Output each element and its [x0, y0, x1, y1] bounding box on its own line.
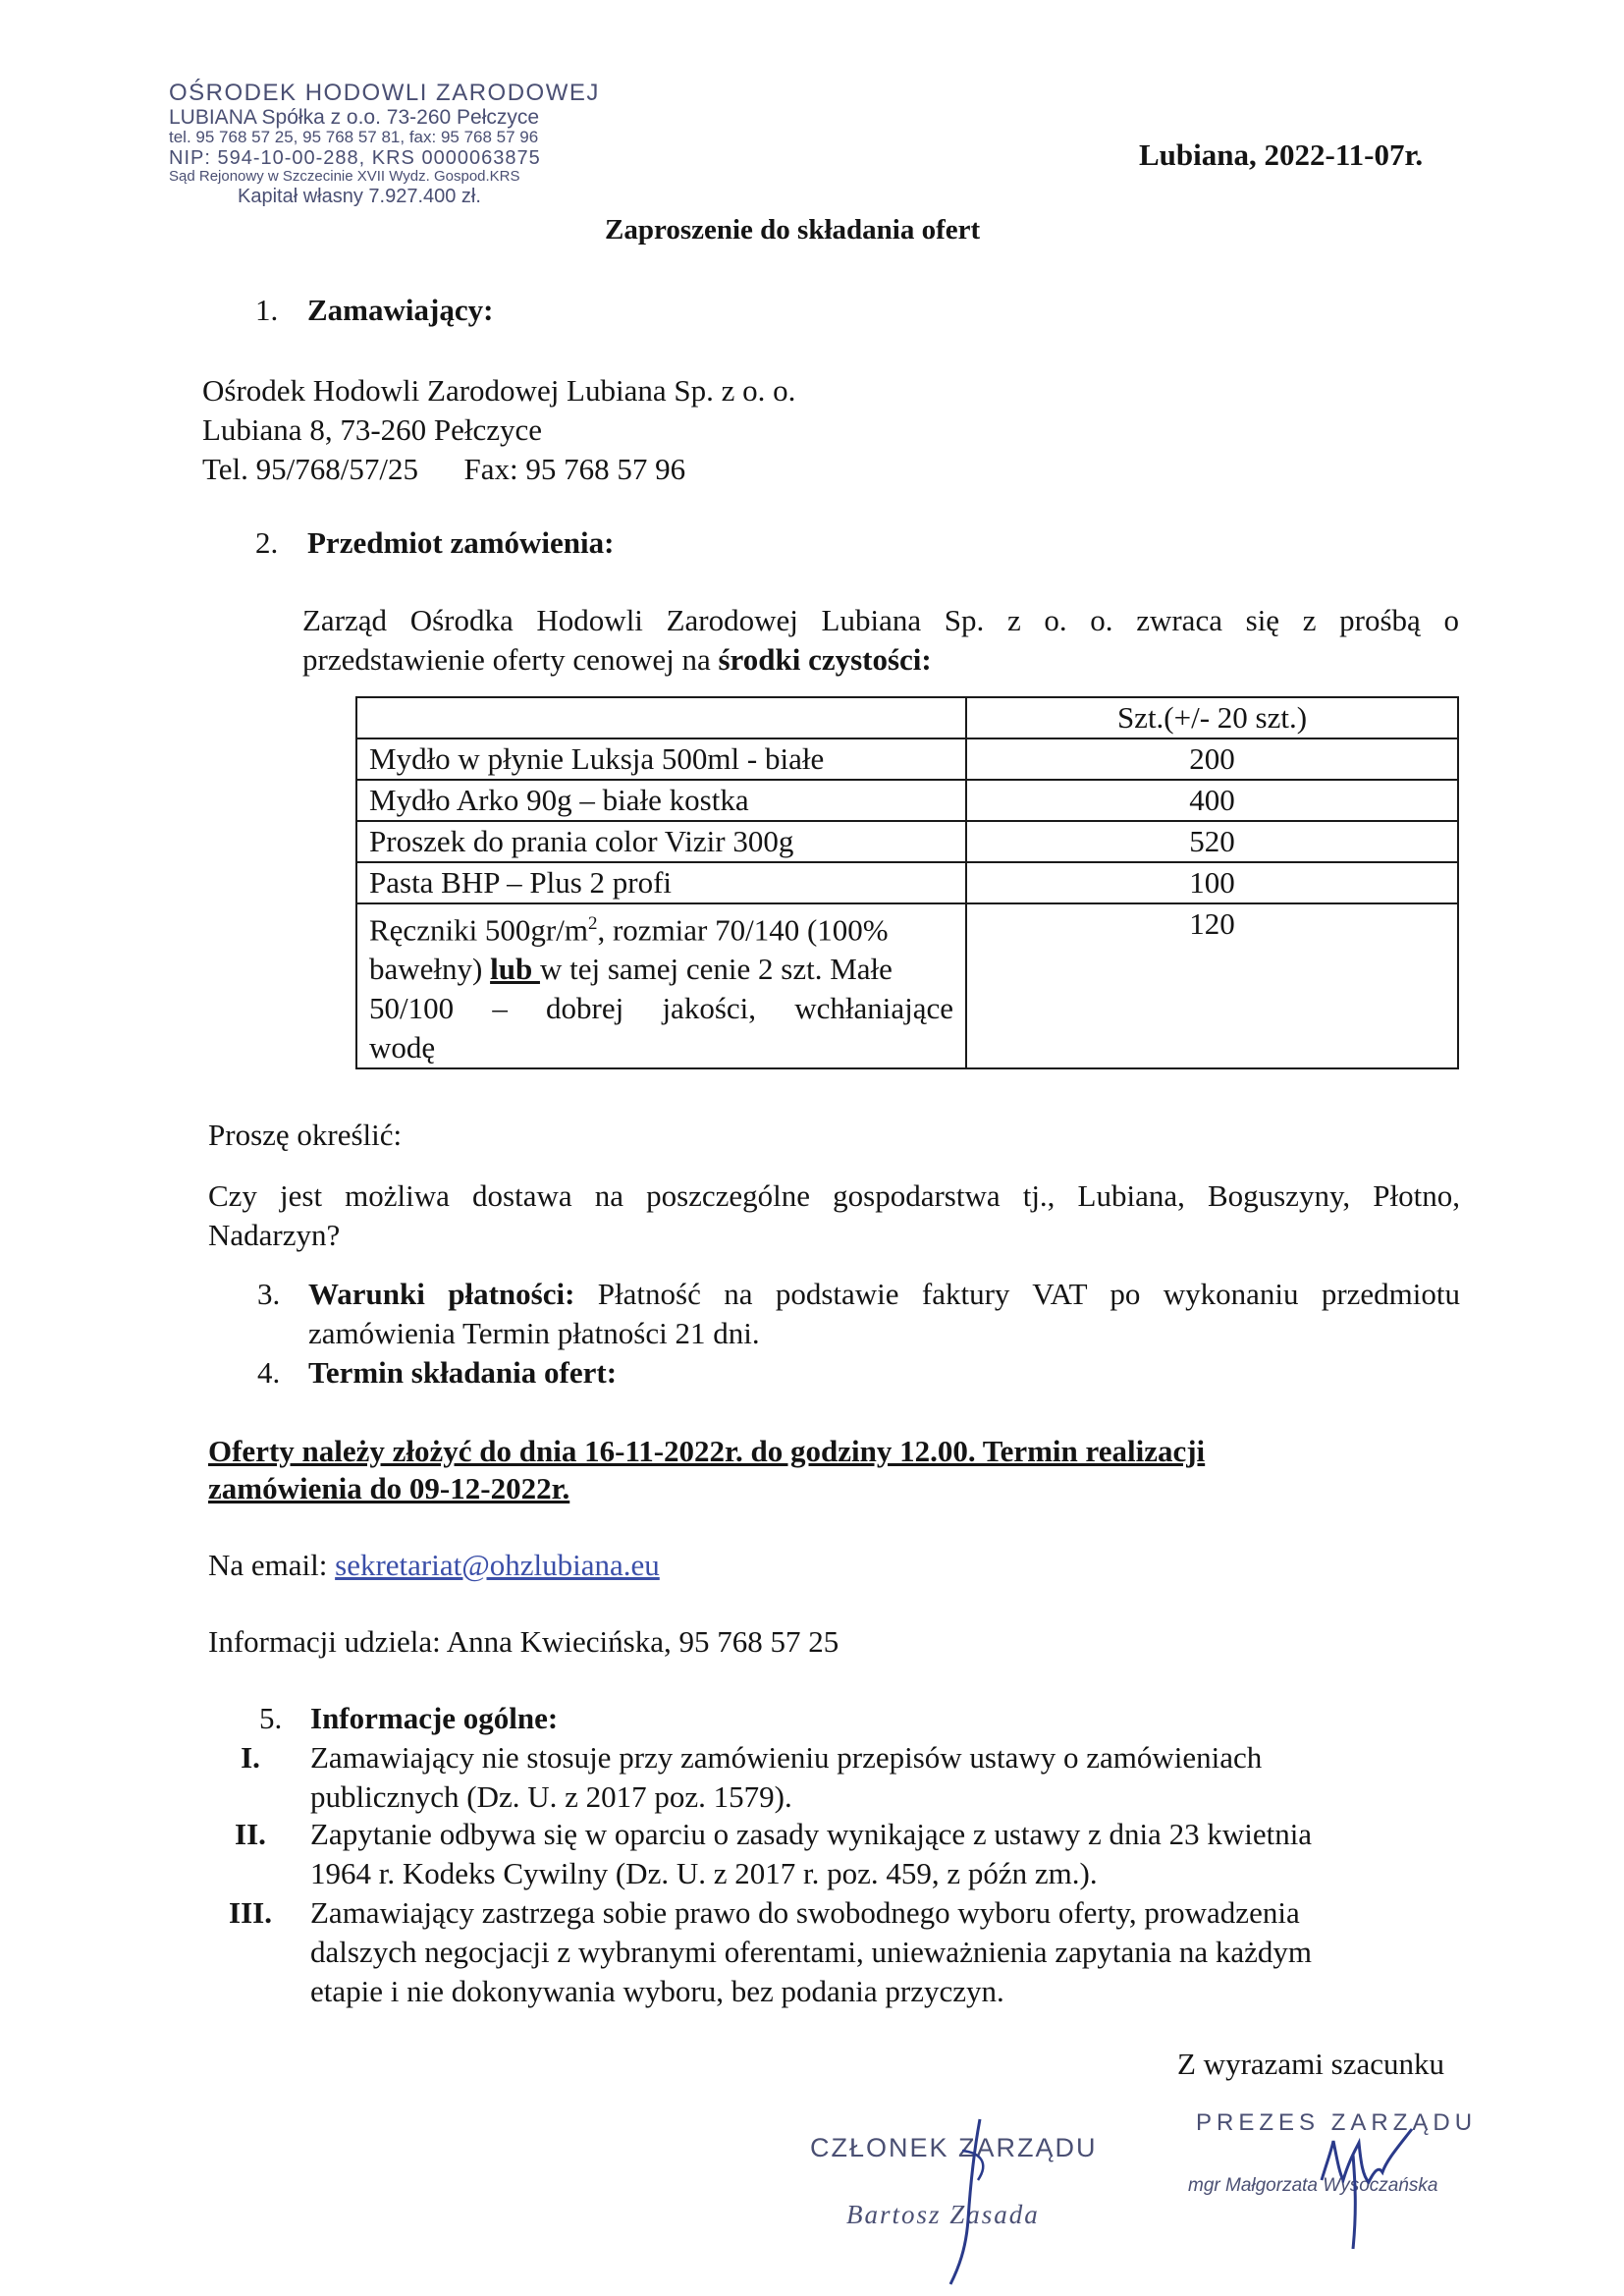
table-row	[356, 903, 1458, 1068]
towel-text-f: 50/100 – dobrej jakości, wchłaniające	[369, 991, 953, 1026]
section-1-heading	[255, 291, 493, 330]
contact-info: Informacji udziela: Anna Kwiecińska, 95 768 57 25	[208, 1624, 839, 1659]
general-info-list	[196, 1738, 1473, 2013]
president-stamp-title: PREZES ZARZĄDU	[1196, 2109, 1478, 2136]
towel-text-a: Ręczniki 500gr/m	[369, 912, 588, 948]
towel-text-e: w tej samej cenie 2 szt. Małe	[539, 952, 893, 987]
table-row	[356, 821, 1458, 862]
table-row	[356, 738, 1458, 780]
section-5-title: Informacje ogólne:	[310, 1701, 559, 1735]
towel-sup: 2	[587, 913, 598, 934]
section-4-number: 4.	[257, 1355, 281, 1390]
section-3-title: Warunki płatności:	[308, 1277, 575, 1311]
list-item-number: I.	[241, 1740, 260, 1775]
document-title: Zaproszenie do składania ofert	[605, 214, 981, 246]
president-stamp-name: mgr Małgorzata Wysoczańska	[1188, 2175, 1438, 2196]
header-name-cell	[356, 697, 966, 738]
section-3-line1	[308, 1275, 1460, 1314]
stamp-nip-krs: NIP: 594-10-00-288, KRS 0000063875	[169, 147, 541, 170]
buyer-address	[202, 371, 795, 489]
subject-cleaning-products: środki czystości:	[718, 642, 932, 677]
list-item-line: etapie i nie dokonywania wyboru, bez podania przyczyn.	[310, 1974, 1004, 2008]
list-item-number: III.	[229, 1895, 272, 1930]
delivery-question-line2: Nadarzyn?	[208, 1218, 341, 1252]
subject-paragraph-line2	[302, 640, 932, 680]
item-name: Mydło Arko 90g – białe kostka	[356, 780, 966, 821]
items-table	[355, 696, 1459, 1069]
list-item-line: Zapytanie odbywa się w oparciu o zasady wynikające z ustawy z dnia 23 kwietnia	[310, 1817, 1313, 1851]
email-label: Na email:	[208, 1548, 336, 1582]
please-specify: Proszę określić:	[208, 1118, 403, 1152]
table-row	[356, 780, 1458, 821]
item-name: Proszek do prania color Vizir 300g	[356, 821, 966, 862]
item-qty: 120	[966, 903, 1458, 1068]
item-qty: 200	[966, 738, 1458, 780]
section-2-heading	[255, 523, 614, 563]
deadline-line2: zamówienia do 09-12-2022r.	[208, 1471, 570, 1505]
handwritten-signature-right	[1314, 2111, 1432, 2259]
towel-or: lub	[490, 952, 540, 987]
subject-text: przedstawienie oferty cenowej na	[302, 642, 719, 677]
list-item-line: publicznych (Dz. U. z 2017 poz. 1579).	[310, 1779, 792, 1814]
stamp-company-address: LUBIANA Spółka z o.o. 73-260 Pełczyce	[169, 106, 540, 130]
document-date: Lubiana, 2022-11-07r.	[1139, 137, 1424, 172]
list-item-line: Zamawiający nie stosuje przy zamówieniu przepisów ustawy o zamówieniach	[310, 1740, 1263, 1775]
section-1-number: 1.	[255, 293, 279, 327]
section-1-title: Zamawiający:	[307, 293, 494, 327]
item-name: Mydło w płynie Luksja 500ml - białe	[356, 738, 966, 780]
item-qty: 400	[966, 780, 1458, 821]
company-stamp	[169, 81, 600, 207]
board-member-stamp-title: CZŁONEK ZARZĄDU	[810, 2133, 1098, 2162]
delivery-question-line1: Czy jest możliwa dostawa na poszczególne gospodarstwa tj., Lubiana, Boguszyny, Płotno,	[208, 1178, 1460, 1213]
item-qty: 520	[966, 821, 1458, 862]
section-3-line2: zamówienia Termin płatności 21 dni.	[308, 1316, 760, 1350]
handwritten-signature-left	[941, 2111, 1009, 2288]
towel-text-b: , rozmiar 70/140 (100%	[597, 912, 889, 948]
table-row	[356, 862, 1458, 903]
list-item-line: Zamawiający zastrzega sobie prawo do swobodnego wyboru oferty, prowadzenia	[310, 1895, 1300, 1930]
section-3-text: Płatność na podstawie faktury VAT po wykonaniu przedmiotu	[574, 1277, 1461, 1311]
stamp-court: Sąd Rejonowy w Szczecinie XVII Wydz. Gospod.KRS	[169, 168, 520, 186]
item-name-towels	[356, 903, 966, 1068]
email-line	[208, 1546, 660, 1585]
section-4-title: Termin składania ofert:	[308, 1355, 618, 1390]
list-item-line: 1964 r. Kodeks Cywilny (Dz. U. z 2017 r. poz. 459, z późn zm.).	[310, 1856, 1098, 1890]
section-2-title: Przedmiot zamówienia:	[307, 525, 615, 560]
buyer-phone-fax: Tel. 95/768/57/25 Fax: 95 768 57 96	[202, 452, 686, 486]
header-qty-cell: Szt.(+/- 20 szt.)	[966, 697, 1458, 738]
item-qty: 100	[966, 862, 1458, 903]
item-name: Pasta BHP – Plus 2 profi	[356, 862, 966, 903]
closing-greeting: Z wyrazami szacunku	[1177, 2047, 1444, 2081]
list-item-line: dalszych negocjacji z wybranymi oferentami, unieważnienia zapytania na każdym	[310, 1935, 1312, 1969]
section-3-number: 3.	[257, 1277, 281, 1311]
list-item-number: II.	[235, 1817, 266, 1851]
section-5-number: 5.	[259, 1701, 283, 1735]
email-link[interactable]: sekretariat@ohzlubiana.eu	[335, 1548, 660, 1582]
stamp-company-name: OŚRODEK HODOWLI ZARODOWEJ	[169, 80, 600, 106]
buyer-street: Lubiana 8, 73-260 Pełczyce	[202, 412, 543, 447]
towel-text-c: bawełny)	[369, 952, 491, 987]
subject-paragraph-line1: Zarząd Ośrodka Hodowli Zarodowej Lubiana Sp. z o. o. zwraca się z prośbą o	[302, 603, 1459, 637]
section-2-number: 2.	[255, 525, 279, 560]
board-member-stamp-name: Bartosz Zasada	[846, 2200, 1040, 2229]
stamp-capital: Kapitał własny 7.927.400 zł.	[238, 185, 481, 207]
table-header-row	[356, 697, 1458, 738]
deadline-line1: Oferty należy złożyć do dnia 16-11-2022r. do godziny 12.00. Termin realizacji	[208, 1434, 1206, 1468]
stamp-phones: tel. 95 768 57 25, 95 768 57 81, fax: 95 768 57 96	[169, 128, 539, 147]
buyer-name: Ośrodek Hodowli Zarodowej Lubiana Sp. z o. o.	[202, 373, 796, 408]
towel-text-g: wodę	[369, 1030, 436, 1066]
